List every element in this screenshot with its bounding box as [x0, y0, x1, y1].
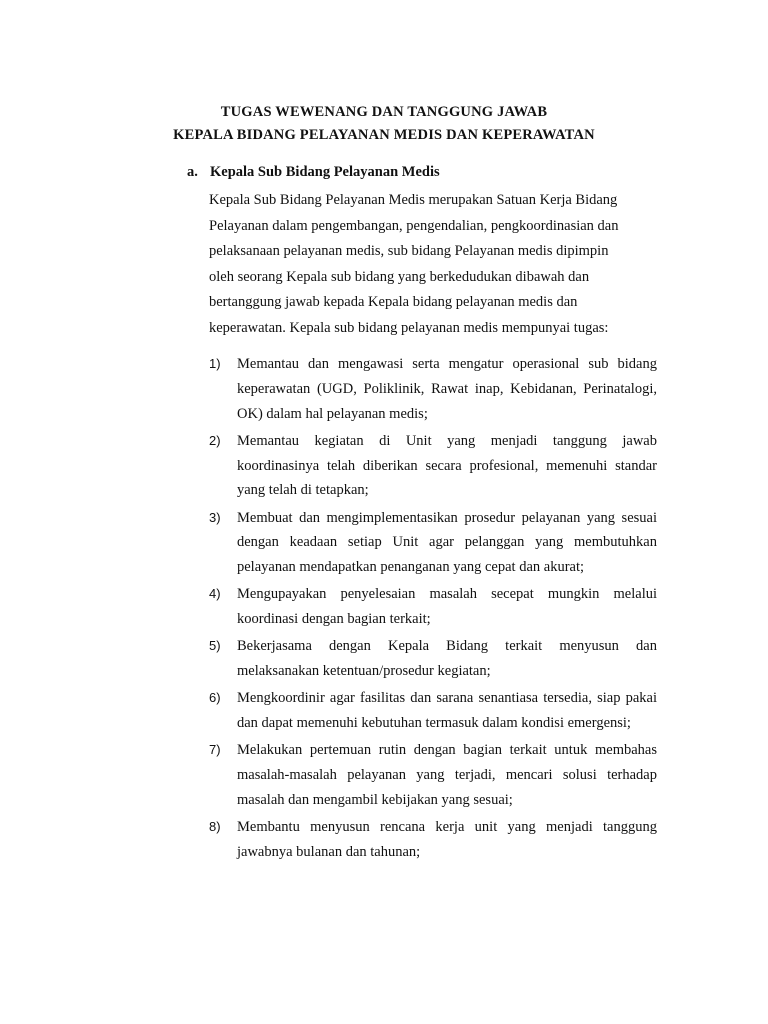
task-item [209, 686, 659, 736]
document-title-line-2: KEPALA BIDANG PELAYANAN MEDIS DAN KEPERAWATAN [173, 127, 595, 143]
intro-line: keperawatan. Kepala sub bidang pelayanan medis mempunyai tugas: [209, 319, 609, 336]
document-title-line-1: TUGAS WEWENANG DAN TANGGUNG JAWAB [220, 104, 548, 120]
task-text: Membuat dan mengimplementasikan prosedur pelayanan yang sesuai dengan keadaan setiap Unit agar pelanggan yang membutuhkan pelayanan mendapatkan penanganan yang cepat dan akurat; [237, 509, 657, 576]
task-item [209, 582, 659, 632]
task-text: Membantu menyusun rencana kerja unit yang menjadi tanggung jawabnya bulanan dan tahunan; [237, 819, 657, 860]
task-number: 8) [209, 819, 221, 835]
intro-line: oleh seorang Kepala sub bidang yang berkedudukan dibawah dan [209, 268, 590, 285]
task-text: Memantau kegiatan di Unit yang menjadi tanggung jawab koordinasinya telah diberikan secara profesional, memenuhi standar yang telah di tetapkan; [237, 432, 657, 499]
task-text: Mengkoordinir agar fasilitas dan sarana senantiasa tersedia, siap pakai dan dapat memenuhi kebutuhan termasuk dalam kondisi emergensi; [237, 690, 657, 732]
task-number: 4) [209, 586, 221, 602]
task-item [209, 352, 659, 426]
task-item [209, 429, 659, 503]
section-heading-text: Kepala Sub Bidang Pelayanan Medis [210, 164, 440, 180]
task-number: 2) [209, 432, 221, 448]
task-number: 1) [209, 356, 221, 371]
intro-line: Pelayanan dalam pengembangan, pengendalian, pengkoordinasian dan [209, 217, 619, 234]
task-number: 6) [209, 690, 221, 706]
intro-paragraph [209, 190, 679, 344]
task-item [209, 634, 659, 684]
task-number: 3) [209, 509, 221, 525]
section-letter: a. [187, 164, 198, 180]
task-text: Bekerjasama dengan Kepala Bidang terkait menyusun dan melaksanakan ketentuan/prosedur kegiatan; [237, 638, 657, 680]
task-item [209, 738, 659, 812]
task-text: Memantau dan mengawasi serta mengatur operasional sub bidang keperawatan (UGD, Poliklinik, Rawat inap, Kebidanan, Perinatalogi, OK) dalam hal pelayanan medis; [237, 356, 657, 422]
task-number: 5) [209, 638, 221, 654]
task-list [209, 352, 659, 867]
task-number: 7) [209, 742, 221, 758]
task-text: Melakukan pertemuan rutin dengan bagian terkait untuk membahas masalah-masalah pelayanan yang terjadi, mencari solusi terhadap masalah dan mengambil kebijakan yang sesuai; [237, 742, 657, 808]
intro-line: Kepala Sub Bidang Pelayanan Medis merupakan Satuan Kerja Bidang [209, 192, 618, 208]
intro-line: bertanggung jawab kepada Kepala bidang pelayanan medis dan [209, 294, 578, 311]
task-text: Mengupayakan penyelesaian masalah secepat mungkin melalui koordinasi dengan bagian terkait; [237, 586, 657, 628]
section-heading [187, 164, 440, 181]
task-item [209, 506, 659, 580]
task-item [209, 815, 659, 865]
intro-line: pelaksanaan pelayanan medis, sub bidang Pelayanan medis dipimpin [209, 243, 609, 260]
